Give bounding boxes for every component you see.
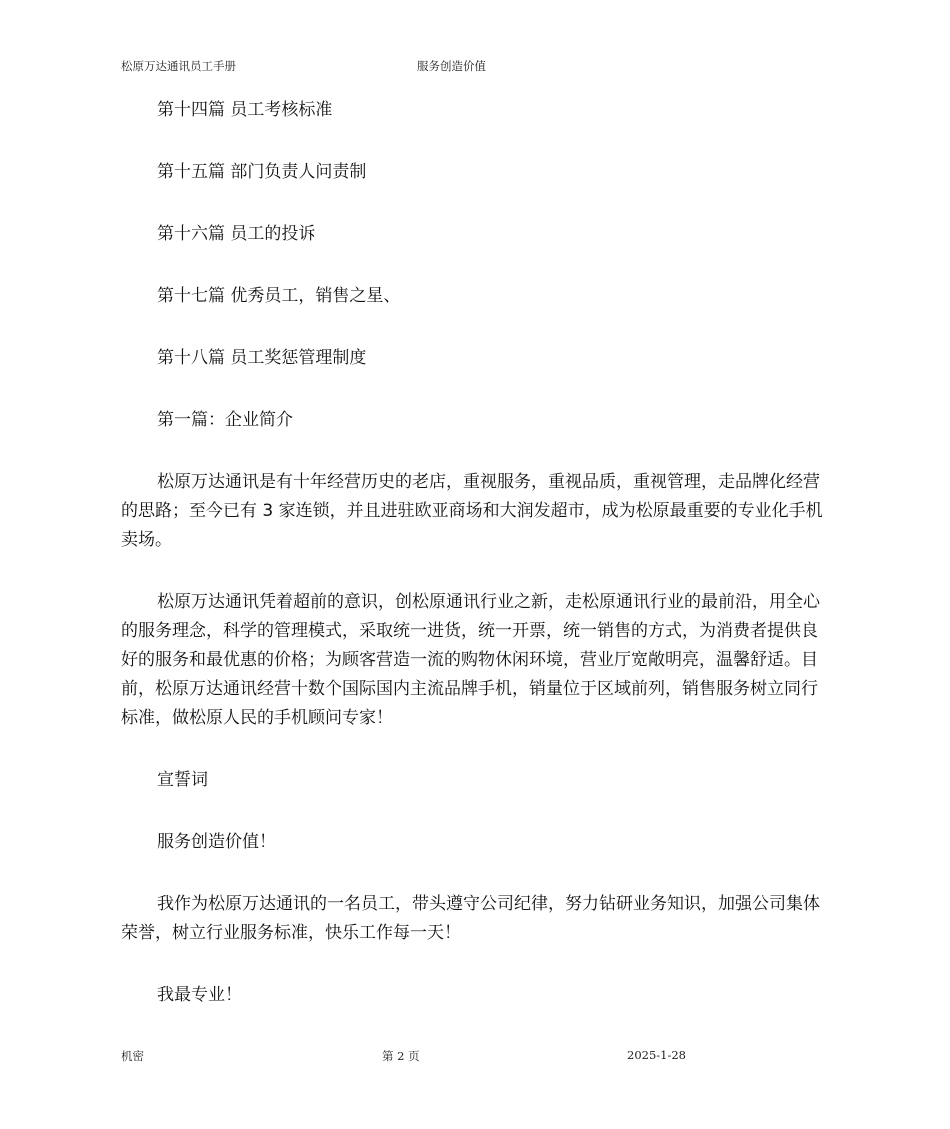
section-heading-company-intro: 第一篇：企业简介 (157, 410, 293, 430)
document-body (121, 96, 833, 1043)
toc-entry-16: 第十六篇 员工的投诉 (157, 224, 316, 244)
toc-entry-17: 第十七篇 优秀员工，销售之星、 (157, 286, 401, 306)
oath-heading: 宣誓词 (157, 770, 208, 790)
toc-entry-18: 第十八篇 员工奖惩管理制度 (157, 348, 367, 368)
header-center-slogan: 服务创造价值 (417, 59, 486, 73)
company-intro-paragraph-2: 松原万达通讯凭着超前的意识，创松原通讯行业之新，走松原通讯行业的最前沿，用全心的服务理念，科学的管理模式，采取统一进货，统一开票，统一销售的方式，为消费者提供良好的服务和最优惠的价格；为顾客营造一流的购物休闲环境，营业厅宽敞明亮，温馨舒适。目前，松原万达通讯经营十数个国际国内主流品牌手机，销量位于区域前列，销售服务树立同行标准，做松原人民的手机顾问专家！ (121, 592, 820, 728)
footer-date: 2025-1-28 (627, 1048, 686, 1062)
oath-line-most-professional: 我最专业！ (157, 985, 242, 1005)
footer-confidential: 机密 (121, 1049, 144, 1063)
company-intro-paragraph-1: 松原万达通讯是有十年经营历史的老店，重视服务，重视品质，重视管理，走品牌化经营的思路；至今已有 3 家连锁，并且进驻欧亚商场和大润发超市，成为松原最重要的专业化手机卖场。 (121, 472, 823, 550)
oath-paragraph: 我作为松原万达通讯的一名员工，带头遵守公司纪律，努力钻研业务知识，加强公司集体荣誉，树立行业服务标准，快乐工作每一天！ (121, 894, 820, 943)
toc-entry-15: 第十五篇 部门负责人问责制 (157, 162, 367, 182)
toc-entry-14: 第十四篇 员工考核标准 (157, 100, 333, 120)
footer-page-number: 第 2 页 (382, 1049, 420, 1063)
oath-slogan: 服务创造价值！ (157, 832, 276, 852)
header-left-title: 松原万达通讯员工手册 (121, 59, 236, 73)
